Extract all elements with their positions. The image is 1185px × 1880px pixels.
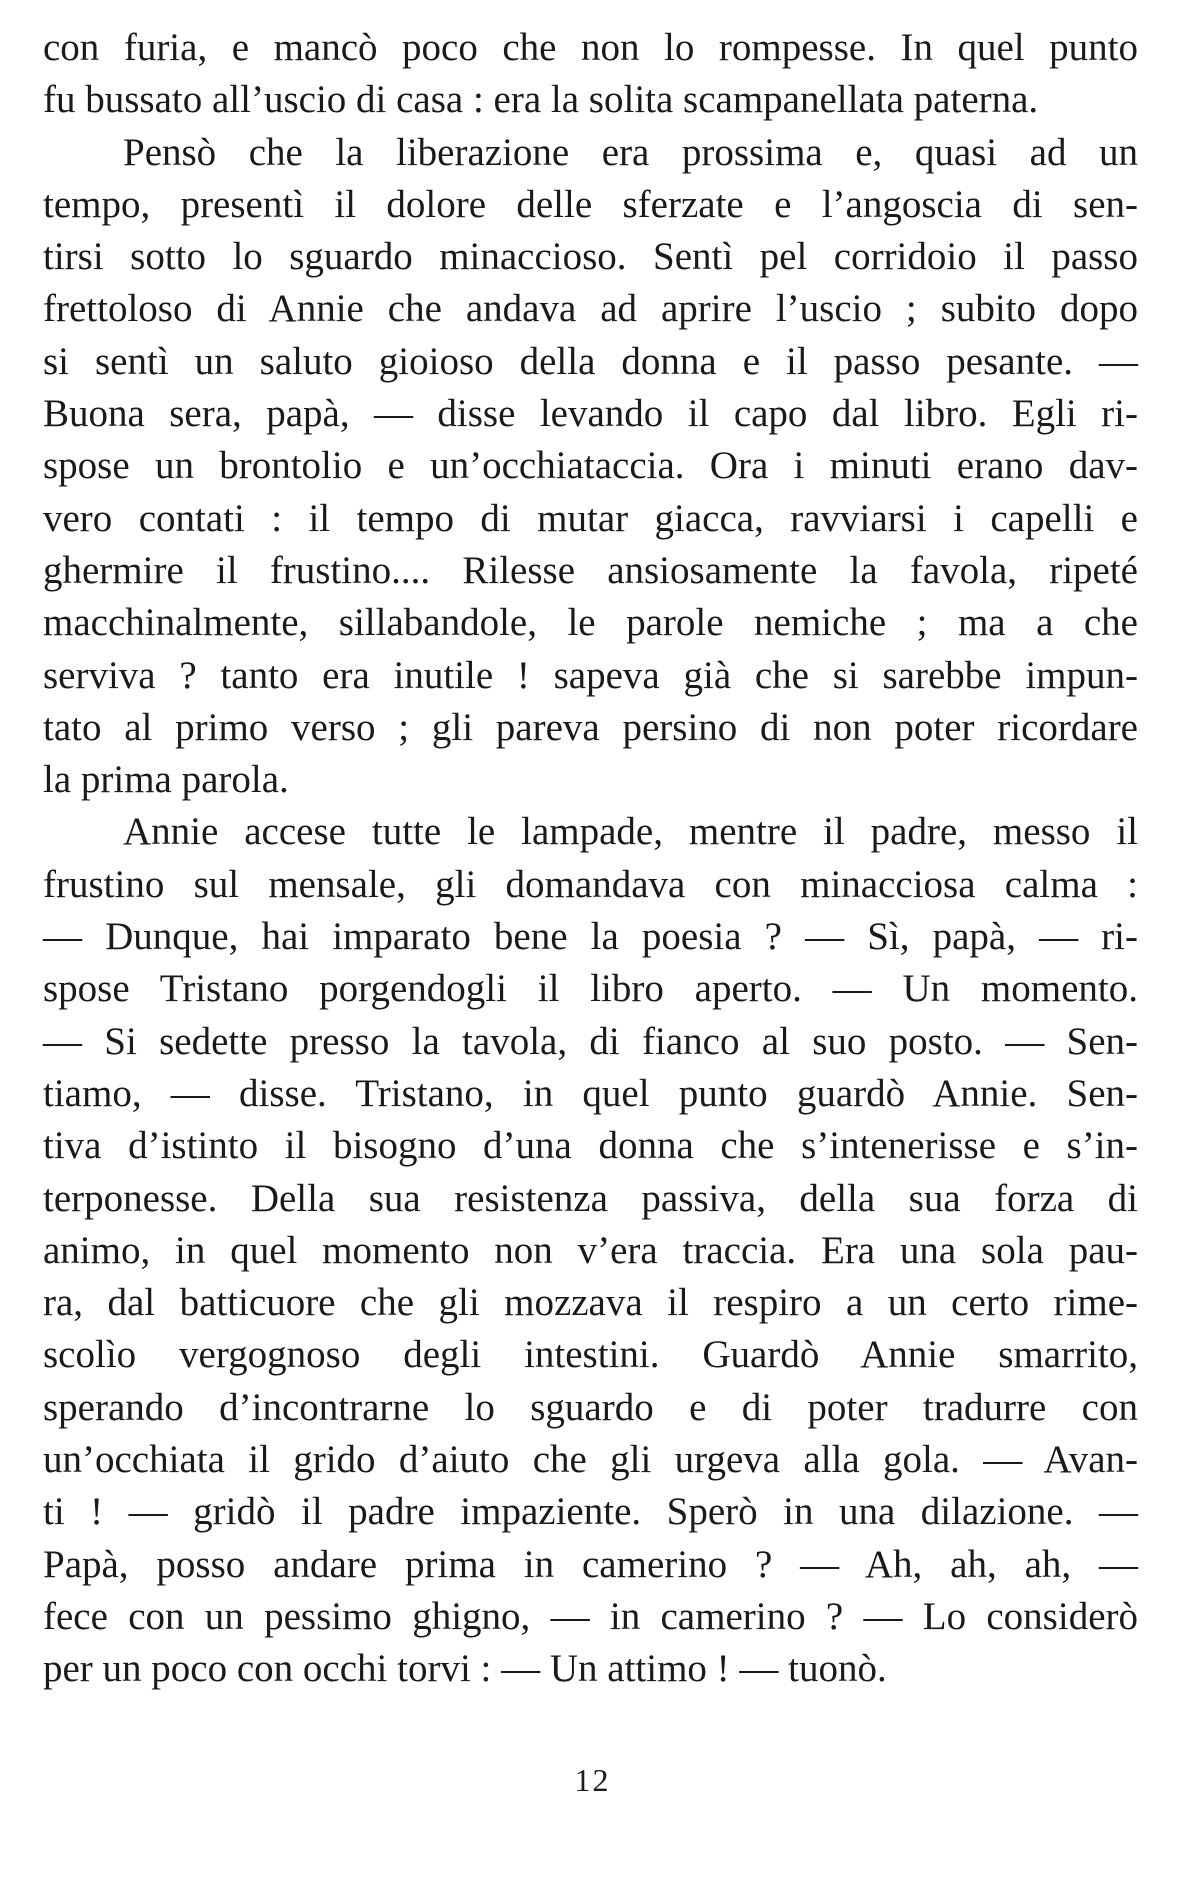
text-line: Buona sera, papà, — disse levando il capo dal libro. Egli ri- (43, 392, 1138, 436)
text-line: tempo, presentì il dolore delle sferzate e l’angoscia di sen- (43, 182, 1138, 226)
text-line: spose Tristano porgendogli il libro aperto. — Un momento. (43, 967, 1138, 1011)
text-line: frustino sul mensale, gli domandava con minacciosa calma : (43, 862, 1138, 906)
text-line: macchinalmente, sillabandole, le parole nemiche ; ma a che (43, 601, 1138, 645)
text-line: tiamo, — disse. Tristano, in quel punto guardò Annie. Sen- (43, 1071, 1138, 1115)
paragraph-start-line: Pensò che la liberazione era prossima e, quasi ad un (123, 130, 1138, 174)
text-line: serviva ? tanto era inutile ! sapeva già che si sarebbe impun- (43, 653, 1138, 697)
text-line: frettoloso di Annie che andava ad aprire l’uscio ; subito dopo (43, 287, 1138, 331)
text-line: con furia, e mancò poco che non lo rompesse. In quel punto (43, 26, 1138, 69)
text-line: — Si sedette presso la tavola, di fianco al suo posto. — Sen- (43, 1019, 1138, 1063)
text-line: vero contati : il tempo di mutar giacca, ravviarsi i capelli e (43, 496, 1138, 540)
text-line: sperando d’incontrarne lo sguardo e di poter tradurre con (43, 1385, 1138, 1429)
text-line: fu bussato all’uscio di casa : era la solita scampanellata paterna. (43, 78, 1039, 122)
text-line: ra, dal batticuore che gli mozzava il respiro a un certo rime- (43, 1281, 1138, 1325)
text-line: terponesse. Della sua resistenza passiva, della sua forza di (43, 1176, 1138, 1220)
text-line: tiva d’istinto il bisogno d’una donna che s’intenerisse e s’in- (43, 1124, 1138, 1168)
paragraph-end-line: la prima parola. (43, 758, 289, 802)
text-line: Papà, posso andare prima in camerino ? — Ah, ah, ah, — (43, 1542, 1138, 1586)
text-line: — Dunque, hai imparato bene la poesia ? — Sì, papà, — ri- (43, 915, 1138, 959)
text-line: tato al primo verso ; gli pareva persino di non poter ricordare (43, 705, 1138, 749)
page-number: 12 (574, 1762, 611, 1798)
text-line: si sentì un saluto gioioso della donna e il passo pesante. — (43, 339, 1138, 383)
text-line: ghermire il frustino.... Rilesse ansiosamente la favola, ripeté (43, 548, 1138, 592)
text-line: scolìo vergognoso degli intestini. Guardò Annie smarrito, (43, 1333, 1138, 1377)
text-line: ti ! — gridò il padre impaziente. Sperò in una dilazione. — (43, 1490, 1138, 1534)
text-line: animo, in quel momento non v’era traccia. Era una sola pau- (43, 1228, 1138, 1272)
text-line: spose un brontolio e un’occhiataccia. Ora i minuti erano dav- (43, 444, 1138, 488)
text-line: tirsi sotto lo sguardo minaccioso. Sentì pel corridoio il passo (43, 235, 1138, 279)
body-text (43, 22, 1138, 1696)
text-line: un’occhiata il grido d’aiuto che gli urgeva alla gola. — Avan- (43, 1438, 1138, 1482)
paragraph-end-line: per un poco con occhi torvi : — Un attimo ! — tuonò. (43, 1647, 887, 1691)
paragraph-start-line: Annie accese tutte le lampade, mentre il padre, messo il (123, 810, 1138, 854)
text-line: fece con un pessimo ghigno, — in camerino ? — Lo considerò (43, 1594, 1138, 1638)
